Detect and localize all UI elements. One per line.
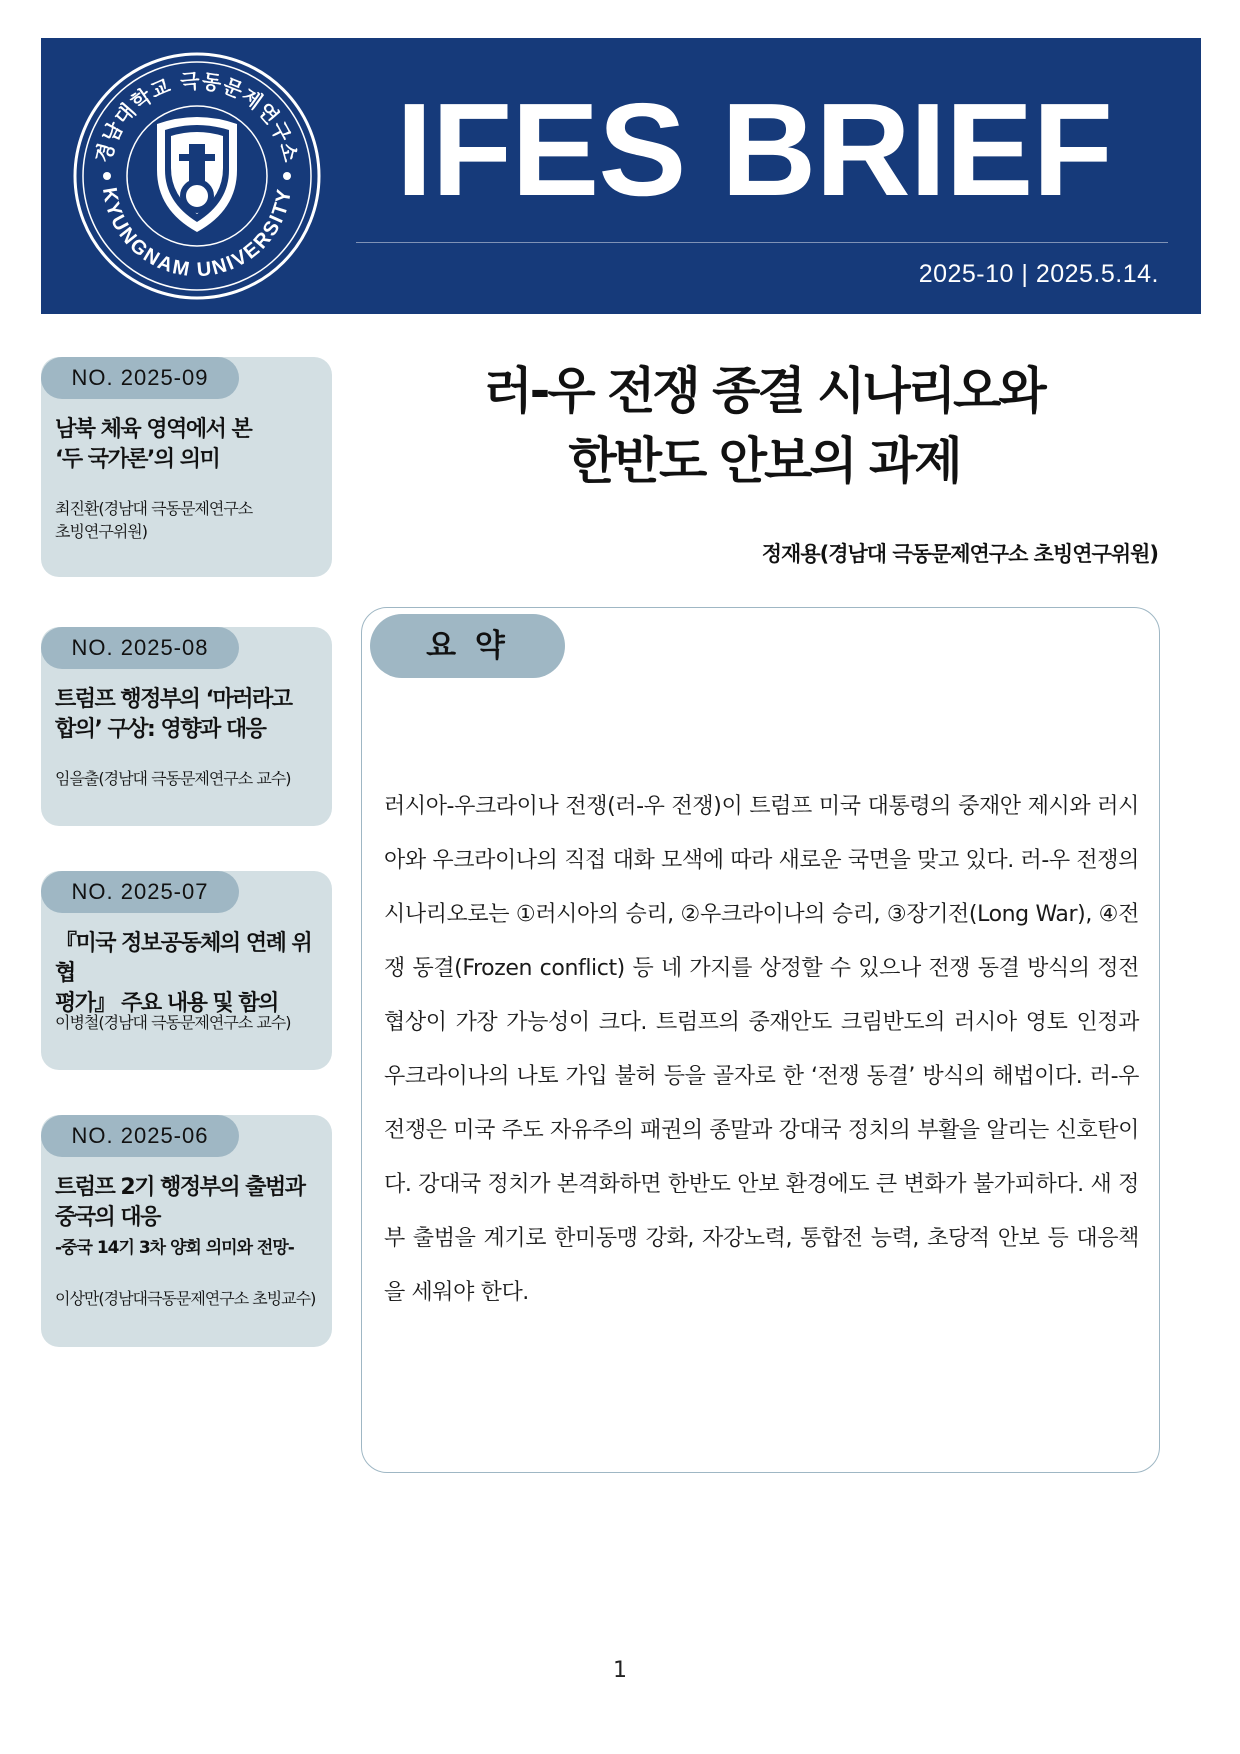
previous-issue-card[interactable] bbox=[41, 1115, 332, 1347]
summary-label: 요 약 bbox=[370, 614, 565, 678]
issue-number-badge: NO. 2025-08 bbox=[41, 627, 239, 669]
summary-text: 러시아-우크라이나 전쟁(러-우 전쟁)이 트럼프 미국 대통령의 중재안 제시와 러시아와 우크라이나의 직접 대화 모색에 따라 새로운 국면을 맞고 있다. 러-우 전쟁의 시나리오로는 ①러시아의 승리, ②우크라이나의 승리, ③장기전(Long War), ④전쟁 동결(Frozen conflict) 등 네 가지를 상정할 수 있으나 전쟁 동결 방식의 정전 협상이 가장 가능성이 크다. 트럼프의 중재안도 크림반도의 러시아 영토 인정과 우크라이나의 나토 가입 불허 등을 골자로 한 ‘전쟁 동결’ 방식의 해법이다. 러-우 전쟁은 미국 주도 자유주의 패권의 종말과 강대국 정치의 부활을 알리는 신호탄이다. 강대국 정치가 본격화하면 한반도 안보 환경에도 큰 변화가 불가피하다. 새 정부 출범을 계기로 한미동맹 강화, 자강노력, 통합전 능력, 초당적 안보 등 대응책을 세워야 한다. bbox=[384, 794, 1139, 1305]
issue-number-badge: NO. 2025-07 bbox=[41, 871, 239, 913]
article-title: 러-우 전쟁 종결 시나리오와 한반도 안보의 과제 bbox=[484, 362, 1044, 490]
page-number: 1 bbox=[613, 1658, 627, 1683]
header-banner bbox=[41, 38, 1201, 314]
issue-date: 2025-10 | 2025.5.14. bbox=[918, 260, 1159, 288]
university-emblem-logo bbox=[71, 50, 323, 302]
issue-title: 트럼프 2기 행정부의 출범과 중국의 대응 -중국 14기 3차 양회 의미와 전망- bbox=[55, 1173, 327, 1263]
issue-number-badge: NO. 2025-09 bbox=[41, 357, 239, 399]
header-divider bbox=[356, 242, 1168, 243]
article-byline: 정재용(경남대 극동문제연구소 초빙연구위원) bbox=[761, 542, 1158, 566]
brand-title: IFES BRIEF bbox=[396, 76, 1113, 223]
logo-arc-top-text: 경남대학교 극동문제연구소 bbox=[90, 68, 304, 166]
previous-issue-card[interactable] bbox=[41, 871, 332, 1070]
issue-subtitle: -중국 14기 3차 양회 의미와 전망- bbox=[55, 1238, 294, 1258]
issue-author: 이병철(경남대 극동문제연구소 교수) bbox=[55, 1013, 291, 1032]
issue-author: 최진환(경남대 극동문제연구소 초빙연구위원) bbox=[55, 499, 253, 541]
issue-number-badge: NO. 2025-06 bbox=[41, 1115, 239, 1157]
logo-arc-bottom-text: KYUNGNAM UNIVERSITY bbox=[97, 185, 297, 282]
issue-author: 임을출(경남대 극동문제연구소 교수) bbox=[55, 769, 291, 788]
previous-issue-card[interactable] bbox=[41, 357, 332, 577]
issue-title: 트럼프 행정부의 ‘마러라고 합의’ 구상: 영향과 대응 bbox=[55, 687, 292, 742]
issue-author: 이상만(경남대극동문제연구소 초빙교수) bbox=[55, 1289, 316, 1308]
issue-title: 『미국 정보공동체의 연례 위협 평가』 주요 내용 및 함의 bbox=[55, 931, 312, 1016]
issue-title: 남북 체육 영역에서 본 ‘두 국가론’의 의미 bbox=[55, 417, 252, 472]
previous-issue-card[interactable] bbox=[41, 627, 332, 826]
